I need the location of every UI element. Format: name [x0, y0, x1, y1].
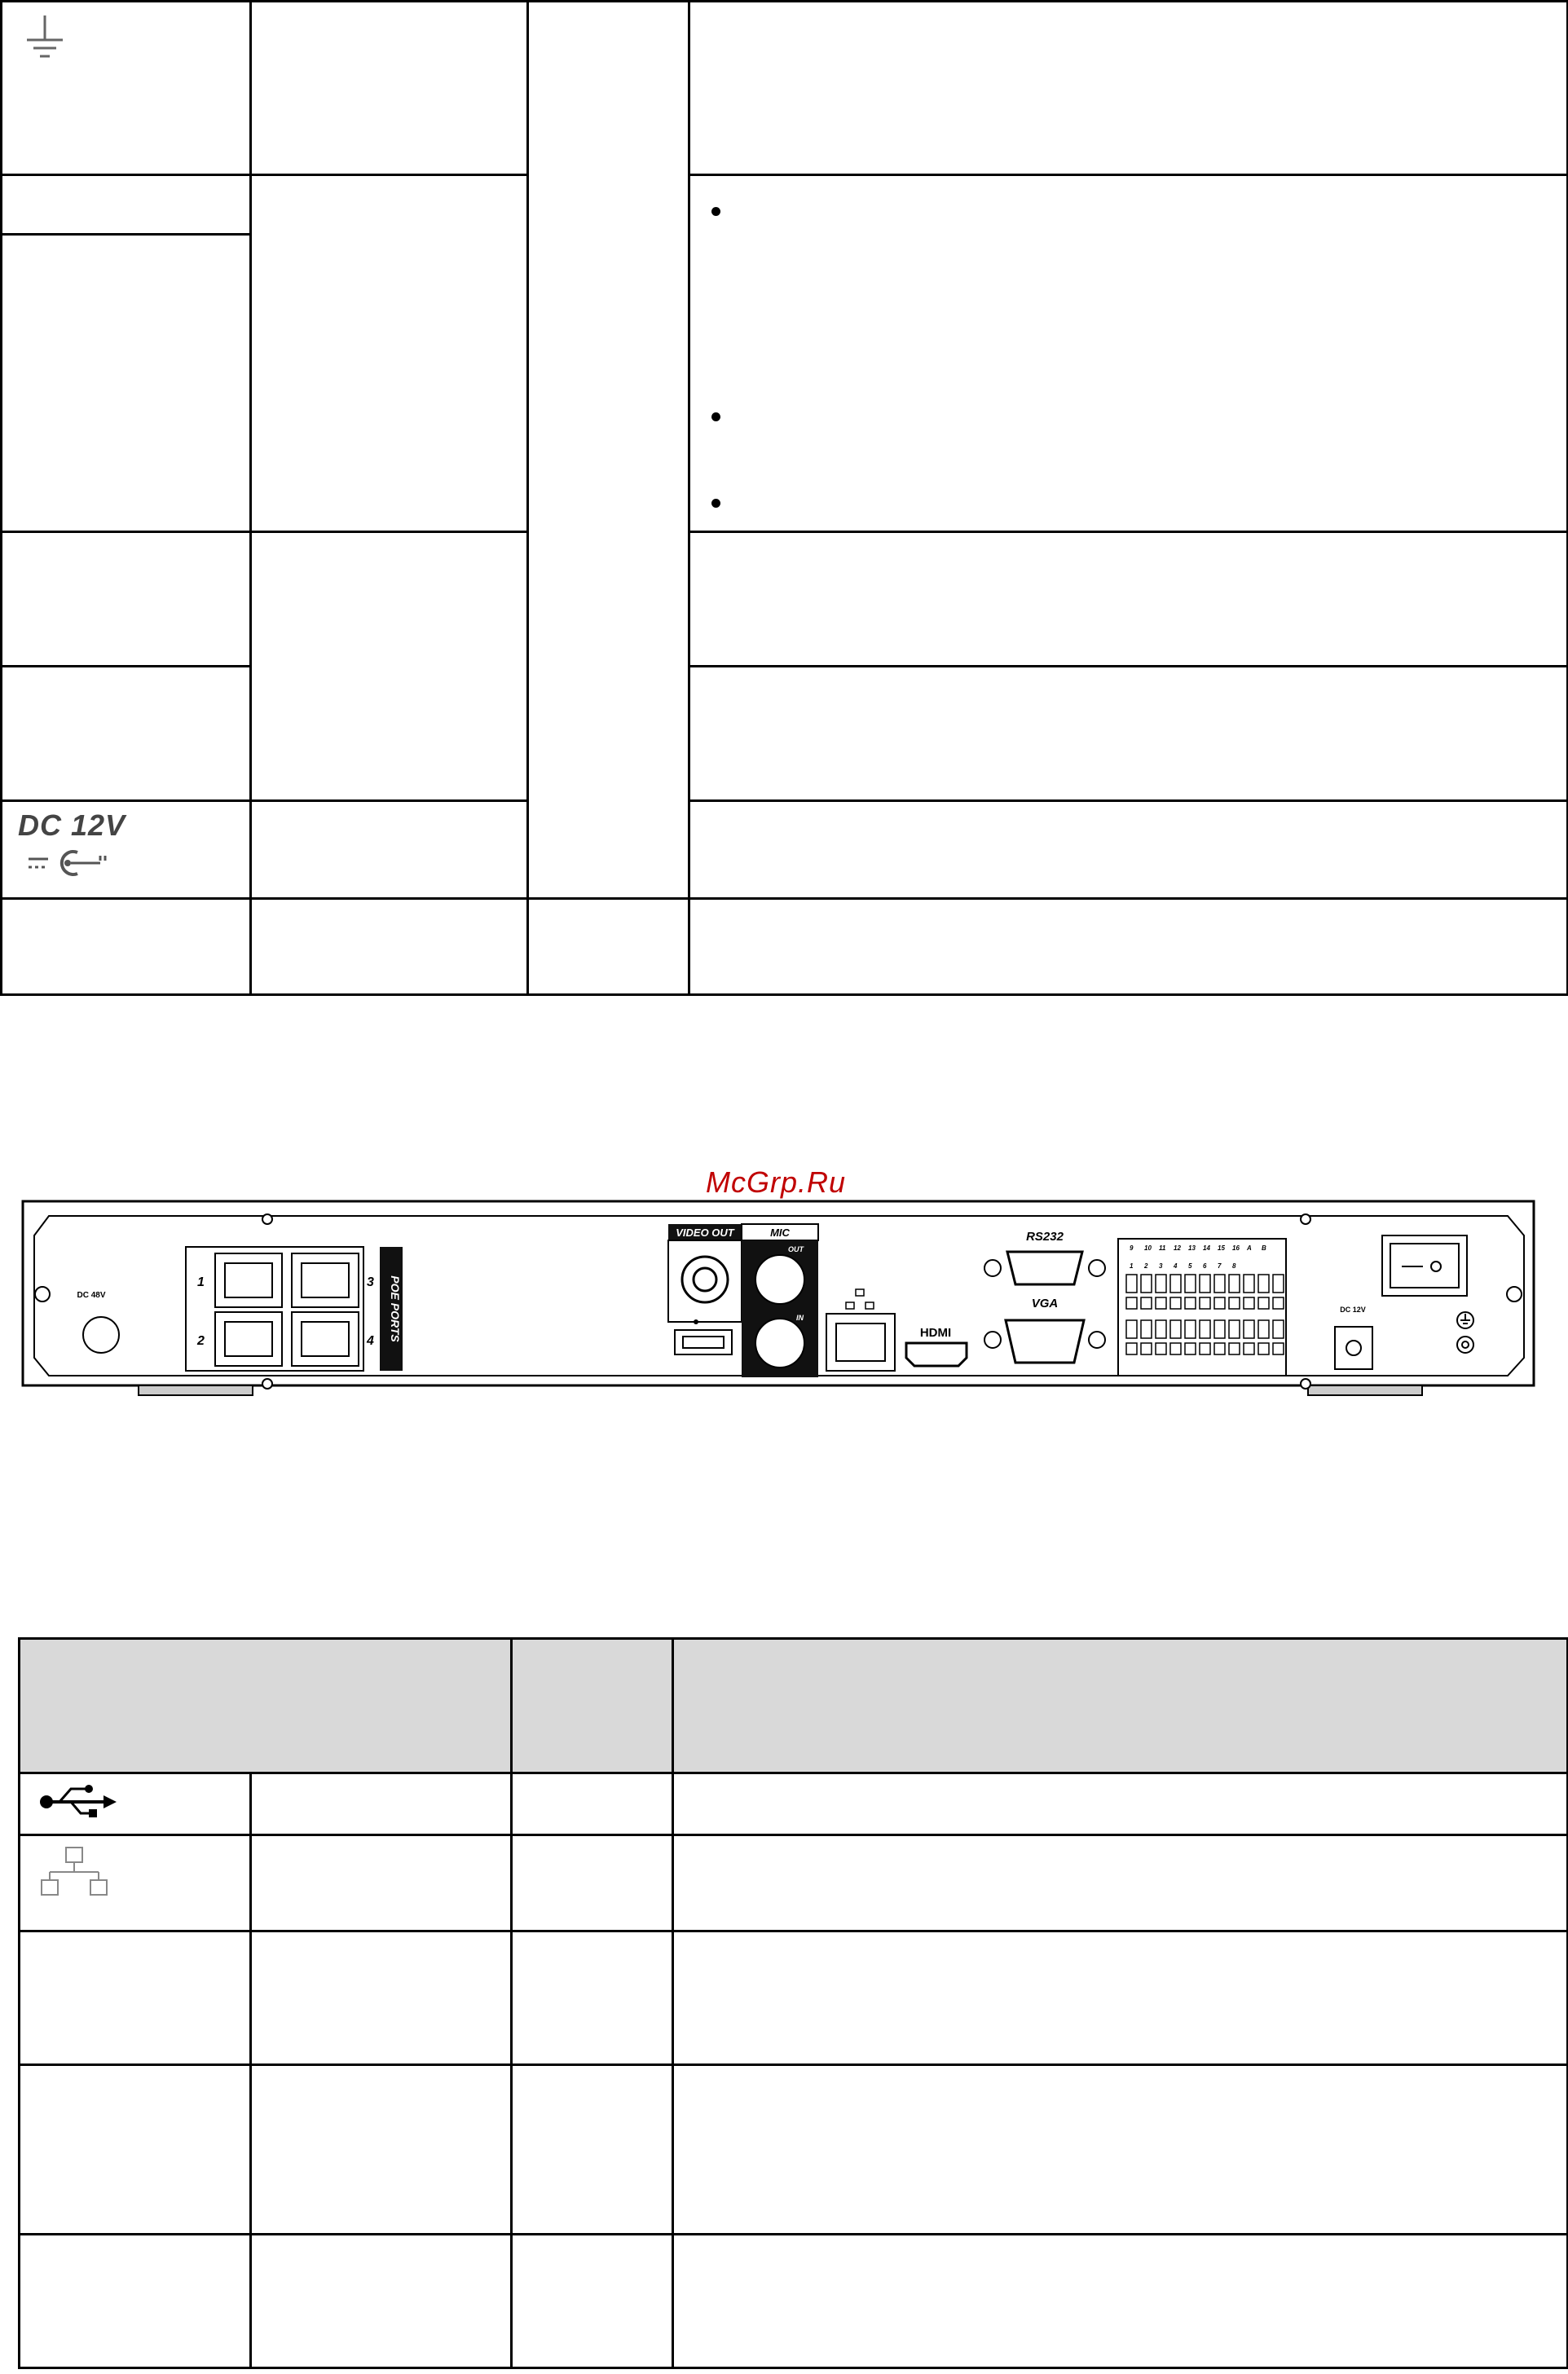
alarm-pin[interactable] [1185, 1275, 1196, 1293]
mic-in-label: IN [796, 1314, 804, 1322]
row6-cell-3 [512, 2235, 673, 2368]
alarm-top-number: 10 [1144, 1244, 1152, 1252]
video-out-label: VIDEO OUT [676, 1227, 734, 1239]
alarm-pin[interactable] [1229, 1297, 1240, 1309]
alarm-bottom-number: 4 [1174, 1262, 1178, 1270]
alarm-pin[interactable] [1185, 1320, 1196, 1338]
port-cell-3 [2, 532, 251, 667]
poe-port-2[interactable] [215, 1312, 282, 1366]
ground-description-cell [689, 2, 1568, 175]
alarm-bottom-number: 3 [1159, 1262, 1163, 1270]
alarm-top-number: 12 [1174, 1244, 1181, 1252]
alarm-pin[interactable] [1200, 1320, 1210, 1338]
alarm-bottom-number: 7 [1218, 1262, 1222, 1270]
alarm-pin[interactable] [1141, 1343, 1152, 1354]
rear-panel-diagram [16, 1190, 1540, 1418]
top-port-table [0, 0, 1568, 996]
ground-cell [2, 2, 251, 175]
row4-cell-1 [20, 1931, 251, 2065]
alarm-pin[interactable] [1273, 1297, 1284, 1309]
dc12v-label: DC 12V [18, 808, 126, 842]
network-name-cell [251, 1835, 512, 1931]
bullet-1 [711, 207, 720, 216]
alarm-pin[interactable] [1258, 1297, 1269, 1309]
usb-connection-cell [512, 1773, 673, 1835]
bottom-port-table [18, 1637, 1568, 2369]
row4-cell-2 [251, 1931, 512, 2065]
alarm-pin[interactable] [1258, 1275, 1269, 1293]
port-name-cell [251, 175, 528, 532]
mic-in-connector[interactable] [755, 1319, 804, 1368]
port-cell-2 [2, 235, 251, 532]
alarm-pin[interactable] [1273, 1343, 1284, 1354]
usb-cell [20, 1773, 251, 1835]
usb-function-cell [673, 1773, 1568, 1835]
row6-cell-2 [251, 2235, 512, 2368]
mic-out-label: OUT [788, 1245, 804, 1253]
alarm-pin[interactable] [1185, 1343, 1196, 1354]
alarm-bottom-number: 6 [1203, 1262, 1207, 1270]
alarm-pin[interactable] [1214, 1343, 1225, 1354]
row6-cell-4 [673, 2235, 1568, 2368]
port-description-cell [689, 175, 1568, 532]
hdmi-port[interactable] [906, 1343, 967, 1366]
row5-cell-3 [512, 2065, 673, 2235]
poe-port-4[interactable] [292, 1312, 359, 1366]
alarm-pin[interactable] [1244, 1275, 1254, 1293]
alarm-pin[interactable] [1126, 1320, 1137, 1338]
alarm-pin[interactable] [1244, 1320, 1254, 1338]
port-cell-4 [2, 667, 251, 801]
power-name-cell [251, 801, 528, 899]
ground-icon [22, 14, 71, 63]
row5-cell-4 [673, 2065, 1568, 2235]
alarm-pin[interactable] [1214, 1275, 1225, 1293]
alarm-top-number: A [1247, 1244, 1252, 1252]
alarm-pin[interactable] [1126, 1275, 1137, 1293]
poe-port-number-1: 1 [197, 1275, 205, 1289]
usb-icon [38, 1781, 128, 1821]
alarm-pin[interactable] [1170, 1343, 1181, 1354]
vga-label: VGA [1031, 1297, 1059, 1310]
bullet-2 [711, 412, 720, 421]
alarm-bottom-number: 8 [1232, 1262, 1236, 1270]
mic-label: MIC [770, 1227, 790, 1239]
alarm-pin[interactable] [1156, 1320, 1166, 1338]
watermark: McGrp.Ru [706, 1165, 847, 1199]
header-connection [512, 1639, 673, 1773]
alarm-pin[interactable] [1258, 1320, 1269, 1338]
alarm-pin[interactable] [1273, 1320, 1284, 1338]
alarm-top-number: 15 [1218, 1244, 1225, 1252]
dc48v-label: DC 48V [77, 1291, 106, 1300]
alarm-pin[interactable] [1156, 1297, 1166, 1309]
row4-cell-3 [512, 1931, 673, 2065]
alarm-pin[interactable] [1273, 1275, 1284, 1293]
alarm-pin[interactable] [1229, 1275, 1240, 1293]
alarm-top-number: B [1262, 1244, 1266, 1252]
ground-terminal-icon [1457, 1312, 1473, 1328]
alarm-pin[interactable] [1170, 1297, 1181, 1309]
alarm-pin[interactable] [1258, 1343, 1269, 1354]
poe-port-3[interactable] [292, 1253, 359, 1307]
dc-power-icon [27, 844, 149, 893]
last-cell-2 [251, 899, 528, 995]
alarm-bottom-number: 2 [1144, 1262, 1148, 1270]
network-icon [40, 1846, 121, 1903]
dc12v-panel-label: DC 12V [1340, 1306, 1366, 1314]
alarm-pin[interactable] [1200, 1343, 1210, 1354]
alarm-pin[interactable] [1200, 1297, 1210, 1309]
last-cell-1 [2, 899, 251, 995]
alarm-pin[interactable] [1244, 1297, 1254, 1309]
alarm-pin[interactable] [1229, 1343, 1240, 1354]
alarm-pin[interactable] [1141, 1275, 1152, 1293]
row5-cell-2 [251, 2065, 512, 2235]
row5-cell-1 [20, 2065, 251, 2235]
poe-port-number-4: 4 [367, 1334, 374, 1348]
ground-name-cell [251, 2, 528, 175]
alarm-top-number: 11 [1159, 1244, 1166, 1252]
rs232-label: RS232 [1026, 1230, 1064, 1244]
last-cell-3 [528, 899, 689, 995]
alarm-top-number: 14 [1203, 1244, 1210, 1252]
alarm-top-number: 13 [1188, 1244, 1196, 1252]
network-function-cell [673, 1835, 1568, 1931]
bullet-3 [711, 499, 720, 508]
poe-port-number-2: 2 [197, 1334, 205, 1348]
alarm-pin[interactable] [1126, 1297, 1137, 1309]
last-cell-4 [689, 899, 1568, 995]
alarm-bottom-number: 1 [1130, 1262, 1134, 1270]
alarm-top-number: 16 [1232, 1244, 1240, 1252]
port-cell [2, 175, 251, 235]
hdmi-label: HDMI [919, 1326, 952, 1340]
alarm-pin[interactable] [1141, 1297, 1152, 1309]
alarm-pin[interactable] [1156, 1343, 1166, 1354]
port-description-cell-2 [689, 532, 1568, 667]
header-port-name [20, 1639, 512, 1773]
power-description-cell [689, 801, 1568, 899]
alarm-pin[interactable] [1141, 1320, 1152, 1338]
port-name-cell-2 [251, 532, 528, 801]
network-cell [20, 1835, 251, 1931]
port-description-cell-3 [689, 667, 1568, 801]
poe-port-1[interactable] [215, 1253, 282, 1307]
row4-cell-4 [673, 1931, 1568, 2065]
alarm-pin[interactable] [1214, 1320, 1225, 1338]
alarm-pin[interactable] [1214, 1297, 1225, 1309]
row6-cell-1 [20, 2235, 251, 2368]
mic-out-connector[interactable] [755, 1255, 804, 1304]
alarm-pin[interactable] [1229, 1320, 1240, 1338]
poe-port-number-3: 3 [367, 1275, 374, 1289]
alarm-pin[interactable] [1126, 1343, 1137, 1354]
merged-port-cell [528, 2, 689, 899]
network-connection-cell [512, 1835, 673, 1931]
alarm-top-number: 9 [1130, 1244, 1134, 1252]
alarm-pin[interactable] [1156, 1275, 1166, 1293]
dc48v-jack [83, 1317, 119, 1353]
alarm-pin[interactable] [1244, 1343, 1254, 1354]
alarm-pin[interactable] [1185, 1297, 1196, 1309]
alarm-pin[interactable] [1170, 1320, 1181, 1338]
header-function [673, 1639, 1568, 1773]
poe-ports-label: POE PORTS [389, 1275, 402, 1342]
alarm-bottom-number: 5 [1188, 1262, 1192, 1270]
alarm-pin[interactable] [1170, 1275, 1181, 1293]
alarm-pin[interactable] [1200, 1275, 1210, 1293]
usb-name-cell [251, 1773, 512, 1835]
